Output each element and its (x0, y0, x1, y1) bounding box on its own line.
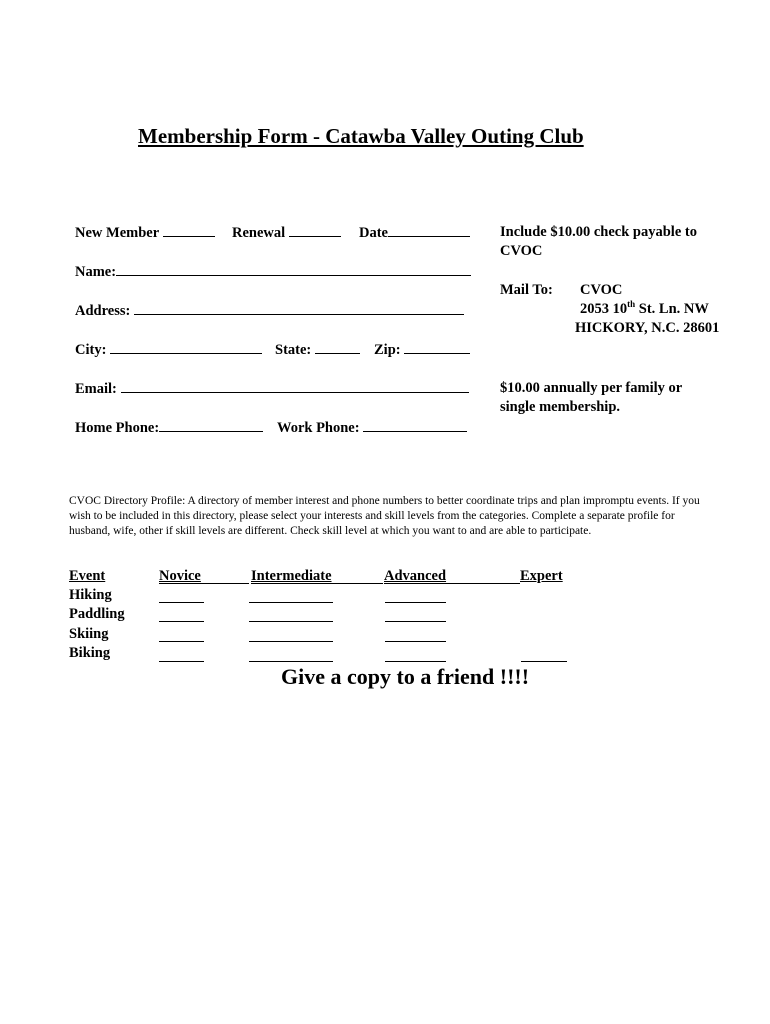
header-intermediate: Intermediate (251, 568, 332, 584)
state-field[interactable] (275, 341, 360, 359)
mail-address-city: HICKORY, N.C. 28601 (575, 320, 720, 336)
directory-description: CVOC Directory Profile: A directory of member interest and phone numbers to better coordinate trips and plan impromptu events. If you wish to be included in this directory, please select your interests and skill levels from the categories. Complete a separate profile for husband, wife, other if skill levels are different. Check skill level at which you want to and are able to participate. (69, 495, 700, 537)
biking-intermediate-blank[interactable] (249, 661, 333, 662)
skiing-novice-blank[interactable] (159, 641, 204, 642)
work-phone-blank[interactable] (363, 419, 467, 432)
header-event: Event (69, 568, 106, 584)
renewal-blank[interactable] (289, 224, 341, 237)
mail-address-name: CVOC (580, 282, 623, 298)
date-label: Date (359, 225, 388, 241)
street-number: 2053 10 (580, 301, 628, 317)
address-field[interactable] (75, 302, 464, 320)
header-advanced-underline (384, 583, 520, 584)
page-title: Membership Form - Catawba Valley Outing Club (138, 124, 584, 148)
name-label: Name: (75, 264, 117, 280)
skiing-intermediate-blank[interactable] (249, 641, 333, 642)
email-label: Email: (75, 381, 117, 397)
home-phone-blank[interactable] (159, 419, 263, 432)
footer-message: Give a copy to a friend !!!! (281, 664, 530, 689)
email-blank[interactable] (121, 380, 469, 393)
zip-label: Zip: (374, 342, 401, 358)
payment-line-1: Include $10.00 check payable to (500, 224, 697, 240)
fee-line-1: $10.00 annually per family or (500, 380, 683, 396)
renewal-label: Renewal (232, 225, 286, 241)
state-blank[interactable] (315, 341, 360, 354)
city-field[interactable] (75, 341, 262, 359)
paddling-novice-blank[interactable] (159, 621, 204, 622)
header-advanced: Advanced (384, 568, 447, 584)
mail-to-label: Mail To: (500, 282, 553, 298)
header-novice: Novice (159, 568, 201, 584)
home-phone-label: Home Phone: (75, 420, 160, 436)
event-paddling: Paddling (69, 606, 125, 622)
hiking-intermediate-blank[interactable] (249, 602, 333, 603)
paddling-intermediate-blank[interactable] (249, 621, 333, 622)
paddling-advanced-blank[interactable] (385, 621, 446, 622)
hiking-novice-blank[interactable] (159, 602, 204, 603)
biking-novice-blank[interactable] (159, 661, 204, 662)
fee-line-2: single membership. (500, 399, 621, 415)
biking-advanced-blank[interactable] (385, 661, 446, 662)
new-member-label: New Member (75, 225, 159, 241)
city-label: City: (75, 342, 107, 358)
city-blank[interactable] (110, 341, 262, 354)
name-field[interactable] (75, 263, 471, 281)
email-field[interactable] (75, 380, 469, 398)
state-label: State: (275, 342, 312, 358)
renewal-field[interactable] (232, 224, 341, 242)
street-ordinal: th (627, 299, 636, 310)
new-member-field[interactable] (75, 224, 215, 242)
address-blank[interactable] (134, 302, 464, 315)
date-field[interactable] (359, 224, 470, 242)
event-skiing: Skiing (69, 626, 109, 642)
zip-blank[interactable] (404, 341, 470, 354)
work-phone-label: Work Phone: (277, 420, 360, 436)
street-rest: St. Ln. NW (635, 301, 709, 317)
mail-address-street (580, 301, 709, 318)
address-label: Address: (75, 303, 131, 319)
header-expert: Expert (520, 568, 563, 584)
skiing-advanced-blank[interactable] (385, 641, 446, 642)
header-novice-underline (159, 583, 249, 584)
date-blank[interactable] (388, 224, 470, 237)
zip-field[interactable] (374, 341, 470, 359)
new-member-blank[interactable] (163, 224, 215, 237)
header-intermediate-underline (251, 583, 383, 584)
payment-line-2: CVOC (500, 243, 543, 259)
home-phone-field[interactable] (75, 419, 263, 437)
event-biking: Biking (69, 645, 111, 661)
biking-expert-blank[interactable] (521, 661, 567, 662)
work-phone-field[interactable] (277, 419, 467, 437)
name-blank[interactable] (116, 263, 471, 276)
hiking-advanced-blank[interactable] (385, 602, 446, 603)
event-hiking: Hiking (69, 587, 112, 603)
